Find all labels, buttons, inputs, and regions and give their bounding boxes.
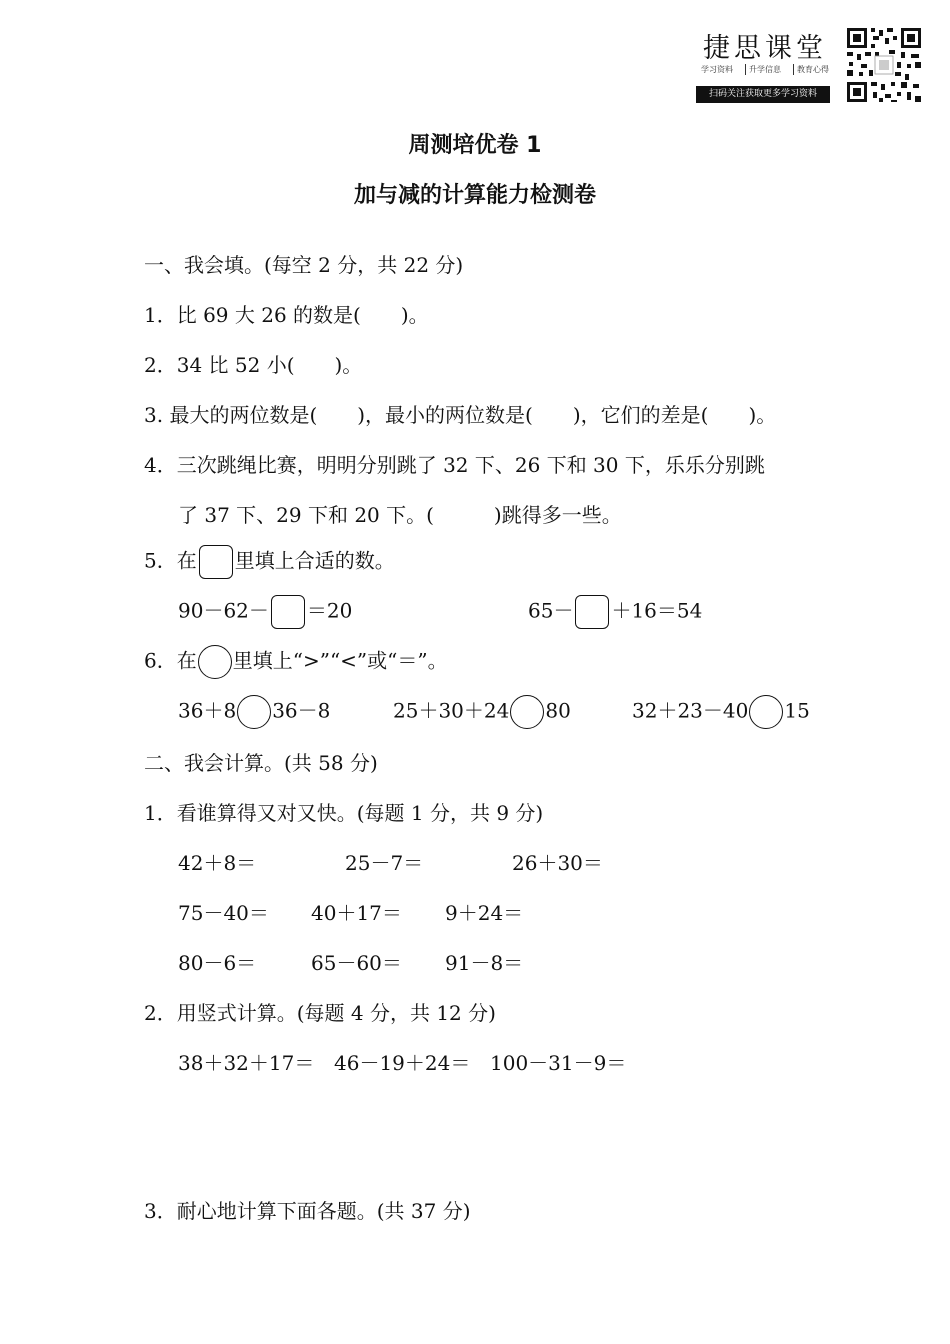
question-1-5: [144, 545, 395, 579]
calc-item: 75－40＝: [178, 901, 269, 925]
answer-box[interactable]: [271, 595, 305, 629]
equation-5-1-right: ＝20: [306, 598, 353, 623]
calc-item: 91－8＝: [445, 951, 524, 975]
page-subtitle: 加与减的计算能力检测卷: [353, 183, 596, 208]
question-1-4-line2: 了 37 下、29 下和 20 下。( )跳得多一些。: [178, 503, 622, 527]
tag-education-tips: 教育心得: [793, 64, 832, 75]
calc-item: 65－60＝: [311, 951, 402, 975]
compare-6-2-right: 80: [545, 698, 571, 723]
question-1-1: 1．比 69 大 26 的数是( )。: [144, 303, 429, 327]
compare-6-3-right: 15: [784, 698, 810, 723]
question-2-1: 1．看谁算得又对又快。(每题 1 分，共 9 分): [144, 801, 544, 825]
tag-admission-info: 升学信息: [745, 64, 784, 75]
section-2-heading: 二、我会计算。(共 58 分): [144, 751, 378, 775]
equation-5-1-left: 90－62－: [178, 598, 269, 623]
answer-circle[interactable]: [749, 695, 783, 729]
vertical-calc-item: 100－31－9＝: [490, 1051, 627, 1075]
calc-item: 26＋30＝: [512, 851, 603, 875]
qr-code-icon[interactable]: [845, 26, 923, 104]
tag-study-materials: 学习资料: [701, 65, 733, 74]
page-title: 周测培优卷 1: [408, 133, 542, 158]
calc-item: 42＋8＝: [178, 851, 257, 875]
calc-item: 80－6＝: [178, 951, 257, 975]
equation-5-2-right: ＋16＝54: [611, 598, 703, 623]
question-2-3: 3．耐心地计算下面各题。(共 37 分): [144, 1199, 471, 1223]
compare-6-1: [178, 695, 330, 729]
equation-5-2: [528, 595, 702, 629]
calc-item: 25－7＝: [345, 851, 424, 875]
answer-box[interactable]: [575, 595, 609, 629]
question-1-6: [144, 645, 448, 679]
answer-box-icon: [199, 545, 233, 579]
question-1-2: 2．34 比 52 小( )。: [144, 353, 363, 377]
question-1-3: 3. 最大的两位数是( )，最小的两位数是( )，它们的差是( )。: [144, 403, 777, 427]
compare-6-2-left: 25＋30＋24: [393, 698, 510, 723]
compare-6-1-left: 36＋8: [178, 698, 237, 723]
question-1-5-prefix: 5．在: [144, 548, 197, 573]
vertical-calc-item: 46－19＋24＝: [334, 1051, 471, 1075]
equation-5-1: [178, 595, 352, 629]
answer-circle[interactable]: [237, 695, 271, 729]
answer-circle-icon: [198, 645, 232, 679]
question-1-6-prefix: 6．在: [144, 648, 197, 673]
equation-5-2-left: 65－: [528, 598, 574, 623]
answer-circle[interactable]: [510, 695, 544, 729]
scan-banner: 扫码关注获取更多学习资料: [696, 86, 830, 103]
section-1-heading: 一、我会填。(每空 2 分，共 22 分): [144, 253, 464, 277]
brand-tags: [698, 64, 832, 75]
compare-6-3-left: 32＋23－40: [632, 698, 749, 723]
brand-name: 捷思课堂: [703, 33, 827, 64]
calc-item: 9＋24＝: [445, 901, 524, 925]
calc-item: 40＋17＝: [311, 901, 402, 925]
compare-6-3: [632, 695, 810, 729]
question-1-4-line1: 4．三次跳绳比赛，明明分别跳了 32 下、26 下和 30 下，乐乐分别跳: [144, 453, 765, 477]
question-1-5-suffix: 里填上合适的数。: [234, 548, 395, 573]
compare-6-2: [393, 695, 571, 729]
question-1-6-suffix: 里填上“>”“<”或“＝”。: [232, 648, 448, 673]
question-2-2: 2．用竖式计算。(每题 4 分，共 12 分): [144, 1001, 496, 1025]
compare-6-1-right: 36－8: [272, 698, 331, 723]
vertical-calc-item: 38＋32＋17＝: [178, 1051, 315, 1075]
